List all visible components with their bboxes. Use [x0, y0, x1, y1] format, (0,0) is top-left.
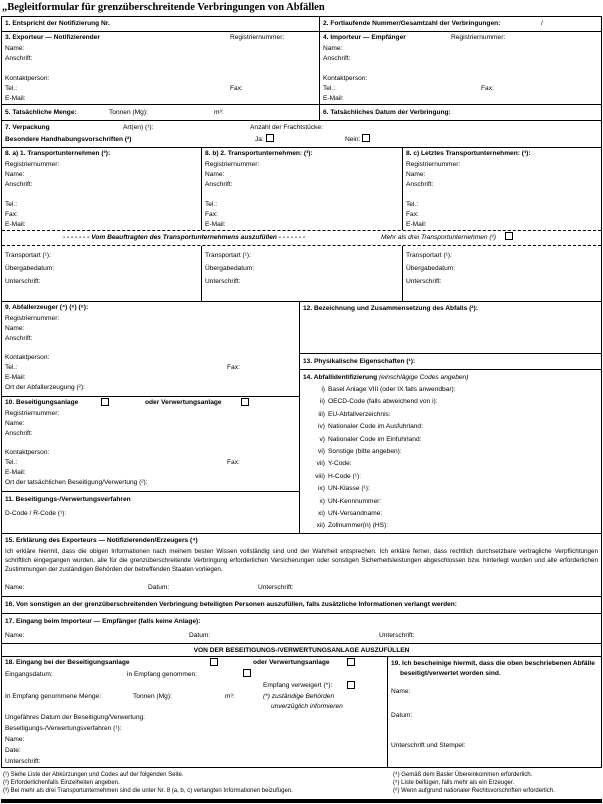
box15-datum-label: Datum: — [148, 584, 170, 591]
row-box9-14 — [2, 302, 601, 534]
box3-anschrift-label: Anschrift: — [5, 55, 33, 62]
in-empfang-genommen-checkbox[interactable] — [243, 669, 251, 677]
box8a-registriernummer-label: Registriernummer: — [5, 161, 60, 168]
box14-item-label: UN-Kennnummer: — [328, 497, 382, 505]
box9-email-label: E-Mail: — [5, 374, 26, 381]
beseitigungsanlage-checkbox[interactable] — [101, 398, 109, 406]
box9-tel-label: Tel.: — [5, 364, 18, 371]
box18-menge-label: In Empfang genommene Menge: — [5, 693, 102, 700]
transport-col-1 — [2, 246, 202, 301]
box3-exporter — [2, 32, 320, 104]
verpackung-nein-checkbox[interactable] — [362, 134, 370, 142]
box18-m3-label: m³: — [225, 693, 235, 700]
page-title: „Begleitformular für grenzüberschreitende Verbringungen von Abfällen — [2, 2, 325, 13]
box19-datum-label: Datum: — [391, 712, 413, 719]
box8c-email-label: E-Mail: — [406, 221, 427, 228]
box14-item-label: UN-Versandname: — [328, 509, 383, 517]
box8c-registriernummer-label: Registriernummer: — [406, 161, 461, 168]
row-box16 — [2, 597, 601, 614]
section-header-label: VON DER BESEITIGUNGS-/VERWERTUNGSANLAGE AUSZUFÜLLEN — [193, 647, 410, 654]
footnotes-left — [1, 771, 393, 795]
footnote-3: (³) Bei mehr als drei Transportunternehmen sind die unter Nr. 8 (a, b, c) verlangten Informationen beizufügen. — [3, 788, 293, 794]
box4-name-label: Name: — [323, 45, 343, 52]
box3-label: 3. Exporteur — Notifizierender — [5, 34, 100, 41]
box15-declaration-text: Ich erkläre hiermit, dass die obigen Informationen nach meinem besten Wissen vollständig sind und der Wahrheit entsprechen. Ich erkläre ferner, dass rechtlich durchsetzbare vertragliche Verpflichtungen schriftlich eingegangen wurden, alle für die grenzüberschreitende Verbringung erforderlichen Versicherungen oder sonstigen Sicherheitsleistungen abgeschlossen bzw. hinterlegt wurden und alle erforderlichen Zustimmungen der zuständigen Behörden der betreffenden Staaten vorliegen. — [5, 548, 598, 574]
box4-tel-label: Tel.: — [323, 85, 336, 92]
box4-importer — [320, 32, 601, 104]
unterschrift-label: Unterschrift: — [205, 278, 241, 285]
row-box5-box6 — [2, 105, 601, 121]
box2 — [320, 17, 601, 31]
transport-col-2 — [202, 246, 403, 301]
box14-identification — [300, 370, 601, 533]
box11-operation — [2, 492, 299, 533]
box3-tel-label: Tel.: — [5, 85, 18, 92]
box5-m3-label: m³: — [214, 109, 224, 116]
box18-tonnen-label: Tonnen (Mg): — [133, 693, 172, 700]
box1 — [2, 17, 320, 31]
row-transport — [2, 246, 601, 302]
box10-registriernummer-label: Registriernummer: — [5, 410, 60, 417]
row-box8-carriers — [2, 148, 601, 230]
box4-anschrift-label: Anschrift: — [323, 55, 351, 62]
box17-datum-label: Datum: — [189, 632, 211, 639]
box14-item-label: EU-Abfallverzeichnis: — [328, 410, 391, 418]
box8b-name-label: Name: — [205, 171, 225, 178]
box10-anschrift-label: Anschrift: — [5, 430, 33, 437]
right-column — [300, 302, 601, 533]
box2-slash: / — [541, 20, 543, 27]
footnote-5: (⁵) Liste beifügen, falls mehr als ein Erzeuger. — [393, 780, 515, 786]
box7-packaging — [2, 121, 601, 147]
box8a-email-label: E-Mail: — [5, 221, 26, 228]
box17-label: 17. Eingang beim Importeur — Empfänger (falls keine Anlage): — [5, 618, 201, 625]
box19-certificate — [388, 657, 601, 767]
box18-ungefaehr-label: Ungefähres Datum der Beseitigung/Verwertung: — [5, 714, 146, 721]
box14-item-num: v) — [319, 435, 325, 443]
box14-item-label: Zollnummer(n) (HS): — [328, 522, 389, 530]
movement-document-page — [1, 0, 602, 803]
footnote-1: (¹) Siehe Liste der Abkürzungen und Codes auf der folgenden Seite. — [3, 772, 184, 778]
transportart-label: Transportart (¹): — [5, 252, 51, 259]
box19-name-label: Name: — [391, 688, 411, 695]
box4-kontaktperson-label: Kontaktperson: — [323, 75, 368, 82]
box14-item-label: Nationaler Code im Ausfuhrland: — [328, 423, 423, 431]
uebergabedatum-label: Übergabedatum: — [5, 265, 55, 272]
footnote-6: (⁶) Wenn aufgrund nationaler Rechtsvorschriften erforderlich. — [393, 788, 555, 794]
box10-email-label: E-Mail: — [5, 469, 26, 476]
box1-label: 1. Entspricht der Notifizierung Nr. — [5, 20, 110, 27]
box3-kontaktperson-label: Kontaktperson: — [5, 75, 50, 82]
form-table — [1, 16, 602, 768]
box6-date — [320, 105, 601, 120]
box8c-anschrift-label: Anschrift: — [406, 181, 434, 188]
box18-unterschrift-label: Unterschrift: — [5, 758, 41, 765]
box10-oder-label: oder Verwertungsanlage — [145, 399, 222, 406]
box8c-name-label: Name: — [406, 171, 426, 178]
box14-item-num: x) — [319, 497, 325, 505]
box8c-fax-label: Fax: — [406, 211, 419, 218]
box12-label: 12. Bezeichnung und Zusammensetzung des Abfalls (²): — [303, 305, 478, 312]
box7-nein-label: Nein: — [345, 136, 361, 143]
box14-item-num: vi) — [318, 447, 325, 455]
box14-item-label: Basel Anlage VIII (oder IX falls anwendbar): — [328, 386, 456, 393]
box7-anzahl-label: Anzahl der Frachtstücke: — [250, 124, 323, 131]
box9-anschrift-label: Anschrift: — [5, 335, 33, 342]
box10-kontaktperson-label: Kontaktperson: — [5, 449, 50, 456]
bottom-rule — [1, 799, 602, 803]
box14-item-num: iii) — [318, 410, 325, 418]
box18-oder-label: oder Verwertungsanlage — [253, 659, 330, 666]
box8b-email-label: E-Mail: — [205, 221, 226, 228]
box9-label: 9. Abfallerzeuger (⁴) (⁵) (⁶): — [5, 304, 89, 311]
box14-item-num: xii) — [316, 522, 325, 530]
box14-item-num: vii) — [316, 460, 325, 468]
box18-in-empfang-label: in Empfang genommen: — [127, 671, 198, 678]
transportart-label: Transportart (¹): — [205, 252, 251, 259]
box18-name-label: Name: — [5, 736, 25, 743]
box10-name-label: Name: — [5, 420, 25, 427]
row-box1-box2 — [2, 17, 601, 32]
box14-item-num: viii) — [315, 472, 325, 480]
box15-label: 15. Erklärung des Exporteurs — Notifizierenden/Erzeugers (⁴) — [5, 537, 198, 544]
box8c-tel-label: Tel.: — [406, 201, 419, 208]
box7-ja-label: Ja: — [255, 136, 264, 143]
facility-section-header — [2, 644, 601, 656]
box18-receipt-facility — [2, 657, 388, 767]
box18-note-line1: (*) zuständige Behörden — [263, 693, 335, 700]
box5-label: 5. Tatsächliche Menge: — [5, 109, 77, 116]
box10-tel-label: Tel.: — [5, 459, 18, 466]
box8b-carrier2 — [202, 148, 403, 230]
box8a-anschrift-label: Anschrift: — [5, 181, 33, 188]
box8a-tel-label: Tel.: — [5, 201, 18, 208]
box14-item-num: i) — [321, 386, 325, 393]
box10-ort-label: Ort der tatsächlichen Beseitigung/Verwertung (²): — [5, 479, 148, 486]
box2-label: 2. Fortlaufende Nummer/Gesamtzahl der Verbringungen: — [323, 20, 501, 27]
box9-name-label: Name: — [5, 325, 25, 332]
box3-email-label: E-Mail: — [5, 95, 26, 102]
box11-code-label: D-Code / R-Code (¹): — [5, 510, 67, 517]
box3-fax-label: Fax: — [230, 85, 243, 92]
box7-arten-label: Art(en) (¹): — [123, 124, 154, 131]
box19-stempel-label: Unterschrift und Stempel: — [391, 742, 466, 749]
footnote-2: (²) Erforderlichenfalls Einzelheiten angeben. — [3, 780, 120, 786]
box8a-name-label: Name: — [5, 171, 25, 178]
left-column — [2, 302, 300, 533]
box14-item-num: xi) — [318, 509, 325, 517]
box4-registriernummer-label: Registriernummer: — [451, 34, 506, 41]
box18-verweigert-label: Empfang verweigert (*): — [263, 682, 333, 689]
row-box7 — [2, 121, 601, 148]
box18-note-line2: unverzüglich informieren — [271, 703, 343, 710]
box14-item-label: Sonstige (bitte angeben): — [328, 447, 402, 455]
box8b-tel-label: Tel.: — [205, 201, 218, 208]
eingang-verwertungsanlage-checkbox[interactable] — [347, 658, 355, 666]
box15-unterschrift-label: Unterschrift: — [258, 584, 294, 591]
box10-fax-label: Fax: — [227, 459, 240, 466]
box8c-label: 8. c) Letztes Transportunternehmen: (³): — [406, 150, 531, 157]
box8b-fax-label: Fax: — [205, 211, 218, 218]
box17-unterschrift-label: Unterschrift: — [379, 632, 415, 639]
eingang-beseitigungsanlage-checkbox[interactable] — [210, 658, 218, 666]
box14-item-num: iv) — [318, 423, 325, 431]
box9-waste-generator — [2, 302, 299, 397]
box17-receipt-importer — [2, 614, 601, 643]
box14-item-label: Nationaler Code im Einfuhrland: — [328, 435, 422, 443]
box9-fax-label: Fax: — [227, 364, 240, 371]
box10-facility — [2, 397, 299, 492]
box17-name-label: Name: — [5, 632, 25, 639]
row-section-header — [2, 644, 601, 657]
row-carrier-note — [2, 230, 601, 246]
box9-kontaktperson-label: Kontaktperson: — [5, 354, 50, 361]
box18-eingangsdatum-label: Eingangsdatum: — [5, 671, 53, 678]
box15-name-label: Name: — [5, 584, 25, 591]
box14-item-num: ii) — [319, 398, 325, 406]
box8c-last-carrier — [403, 148, 601, 230]
box4-email-label: E-Mail: — [323, 95, 344, 102]
row-box3-box4 — [2, 32, 601, 105]
box8b-registriernummer-label: Registriernummer: — [205, 161, 260, 168]
box14-item-label: Y-Code: — [328, 460, 352, 468]
box11-label: 11. Beseitigungs-/Verwertungsverfahren — [5, 496, 131, 503]
row-box15 — [2, 534, 601, 597]
box14-label: 14. Abfallidentifizierung — [303, 374, 378, 381]
box14-item-label: OECD-Code (falls abweichend von i): — [328, 398, 438, 406]
box4-fax-label: Fax: — [481, 85, 494, 92]
box7-label: 7. Verpackung — [5, 124, 50, 131]
carrier-note-left: - - - - - - - Vom Beauftragten des Transportunternehmens auszufüllen - - - - - - - — [63, 234, 306, 241]
box8a-label: 8. a) 1. Transportunternehmen (³): — [5, 150, 111, 157]
box13-label: 13. Physikalische Eigenschaften (¹): — [303, 358, 416, 365]
box6-label: 6. Tatsächliches Datum der Verbringung: — [323, 109, 451, 116]
verwertungsanlage-checkbox[interactable] — [241, 398, 249, 406]
transport-col-3 — [403, 246, 601, 301]
box15-declaration — [2, 534, 601, 596]
box14-note: (einschlägige Codes angeben) — [378, 374, 469, 381]
box16-label: 16. Von sonstigen an der grenzüberschreitenden Verbringung beteiligten Personen auszufüllen, falls zusätzliche Informationen verlangt werden: — [5, 601, 457, 608]
uebergabedatum-label: Übergabedatum: — [205, 265, 255, 272]
box16-other-persons — [2, 597, 601, 613]
box5-quantity — [2, 105, 320, 120]
box8a-carrier1 — [2, 148, 202, 230]
empfang-verweigert-checkbox[interactable] — [347, 681, 355, 689]
box8a-fax-label: Fax: — [5, 211, 18, 218]
box14-item-label: UN-Klasse (¹): — [328, 485, 370, 493]
carrier-note — [2, 231, 601, 245]
transportart-label: Transportart (¹): — [406, 252, 452, 259]
box8b-label: 8. b) 2. Transportunternehmen: (³): — [205, 150, 313, 157]
row-box18-box19 — [2, 657, 601, 767]
box9-registriernummer-label: Registriernummer: — [5, 315, 60, 322]
footnotes-right — [393, 771, 602, 795]
box5-tonnen-label: Tonnen (Mg): — [109, 109, 148, 116]
mehr-als-drei-checkbox[interactable] — [505, 232, 513, 240]
box12-description — [300, 302, 601, 354]
uebergabedatum-label: Übergabedatum: — [406, 265, 456, 272]
footnotes — [1, 771, 602, 795]
box3-registriernummer-label: Registriernummer: — [230, 34, 285, 41]
box7-besondere-label: Besondere Handhabungsvorschriften (²) — [5, 136, 132, 143]
row-box17 — [2, 614, 601, 644]
box10-label: 10. Beseitigungsanlage — [5, 399, 79, 406]
box3-name-label: Name: — [5, 45, 25, 52]
verpackung-ja-checkbox[interactable] — [266, 134, 274, 142]
unterschrift-label: Unterschrift: — [5, 278, 41, 285]
box18-label: 18. Eingang bei der Beseitigungsanlage — [5, 659, 130, 666]
footnote-4: (⁴) Gemäß dem Basler Übereinkommen erforderlich. — [393, 772, 533, 778]
box8b-anschrift-label: Anschrift: — [205, 181, 233, 188]
unterschrift-label: Unterschrift: — [406, 278, 442, 285]
carrier-note-right: Mehr als drei Transportunternehmen (²) — [381, 234, 496, 241]
box13-physical — [300, 354, 601, 370]
box4-label: 4. Importeur — Empfänger — [323, 34, 406, 41]
box14-item-num: ix) — [318, 485, 325, 493]
box18-verfahren-label: Beseitigungs-/Verwertungsverfahren (¹): — [5, 725, 122, 732]
box18-date-label: Date: — [5, 747, 21, 754]
box14-item-label: H-Code (¹): — [328, 472, 361, 480]
box19-label: 19. Ich bescheinige hiermit, dass die oben beschriebenen Abfälle beseitigt/verwertet worden sind. — [391, 660, 595, 677]
box9-ort-label: Ort der Abfallerzeugung (²): — [5, 384, 85, 391]
